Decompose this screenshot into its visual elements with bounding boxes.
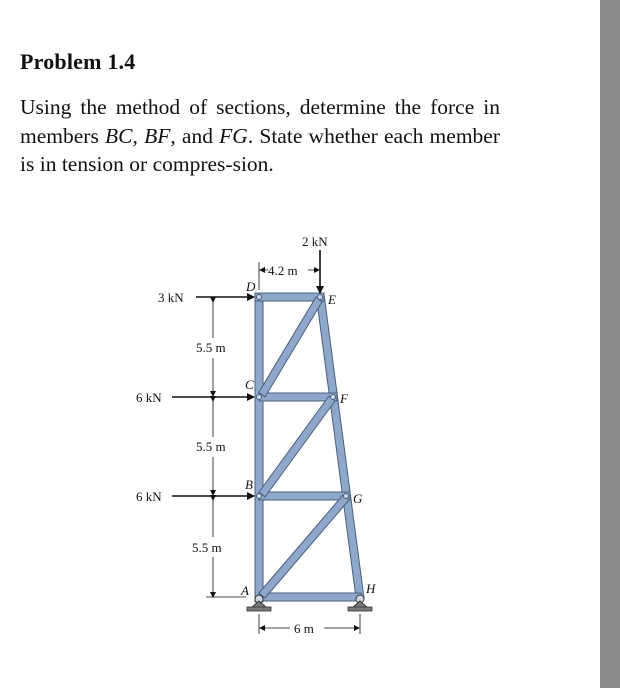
member-bg (259, 492, 350, 500)
pin-b (257, 494, 262, 499)
joint-label-a: A (241, 583, 249, 598)
pin-g (344, 494, 349, 499)
load-label-top: 2 kN (302, 234, 328, 249)
truss-members (255, 293, 364, 602)
joint-label-d: D (246, 279, 256, 294)
member-bf (259, 396, 335, 497)
load-label-6kn-upper: 6 kN (136, 390, 162, 405)
dim-label-h3: 5.5 m (192, 540, 222, 555)
statement-sep-1: , (132, 123, 145, 148)
member-column-right (316, 294, 364, 598)
pin-c (257, 395, 262, 400)
statement-text-1: Using the method of sections, determine the force in members (20, 95, 500, 148)
member-bf-label: BF (144, 123, 171, 148)
pin-f (331, 395, 336, 400)
joint-label-e: E (328, 292, 336, 307)
member-ah (259, 593, 361, 601)
dim-label-h2: 5.5 m (196, 439, 226, 454)
problem-title: Problem 1.4 (20, 49, 136, 74)
member-ce (259, 297, 322, 397)
scrollbar[interactable] (600, 0, 620, 688)
pin-d (257, 295, 262, 300)
member-bc-label: BC (105, 123, 133, 148)
dim-label-top-offset: 4.2 m (268, 263, 298, 278)
member-ag (259, 495, 349, 598)
load-label-6kn-lower: 6 kN (136, 489, 162, 504)
joint-label-b: B (245, 477, 253, 492)
member-fg-label: FG (219, 123, 248, 148)
pin-e (318, 295, 323, 300)
statement-text-2: . State whether each member is in tension or compres-sion. (20, 123, 500, 176)
joint-label-h: H (366, 581, 376, 596)
member-column-left (255, 294, 263, 602)
member-cf (259, 393, 337, 401)
joint-label-c: C (245, 377, 254, 392)
statement-sep-2: , and (170, 123, 220, 148)
member-de (255, 293, 324, 301)
load-label-3kn: 3 kN (158, 290, 184, 305)
joint-label-f: F (340, 391, 348, 406)
joint-label-g: G (353, 491, 363, 506)
dim-label-h1: 5.5 m (196, 340, 226, 355)
dim-label-base: 6 m (294, 621, 314, 636)
